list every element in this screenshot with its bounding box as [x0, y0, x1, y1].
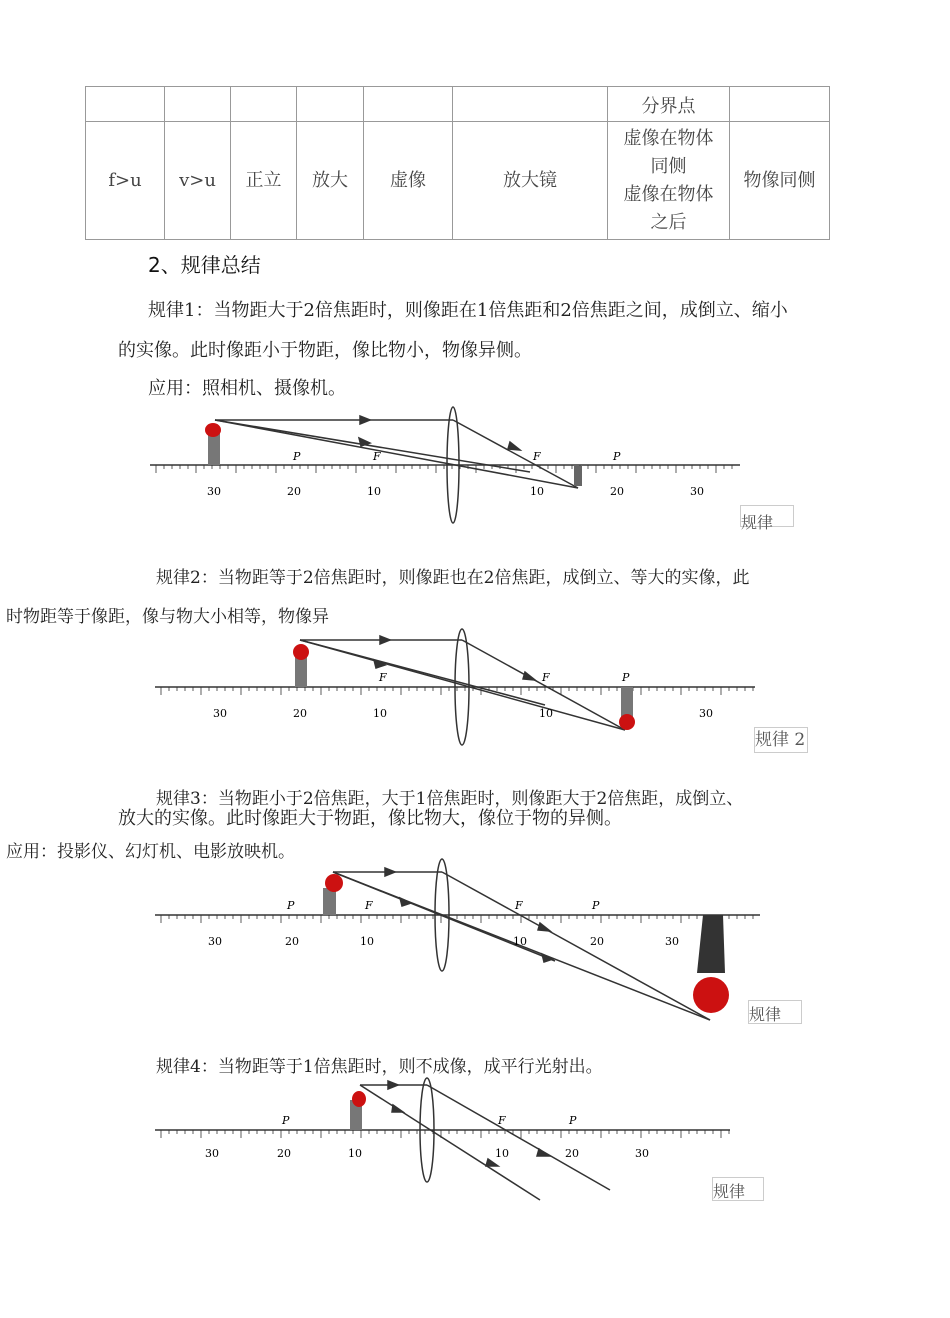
tick-label: 20 — [565, 1147, 579, 1160]
light-ray — [453, 420, 578, 488]
tick-label: 30 — [690, 485, 704, 498]
tick-label: 10 — [373, 707, 387, 720]
image-flame — [619, 714, 635, 730]
tick-label: 10 — [367, 485, 381, 498]
rule3-line1 — [156, 779, 744, 809]
tick-label: 10 — [539, 707, 553, 720]
rule2-line1 — [156, 558, 750, 588]
table-cell-object-distance: f>u — [86, 122, 165, 240]
rule2-line1-text: 规律2：当物距等于2倍焦距时，则像距也在2倍焦距，成倒立、等大的实像，此 — [156, 568, 750, 588]
rule-badge — [712, 1177, 764, 1201]
table-cell — [86, 87, 165, 122]
rule-badge — [754, 727, 808, 753]
note-line: 虚像在物体 — [623, 127, 714, 149]
table-row — [86, 87, 830, 122]
table-cell-boundary: 分界点 — [608, 87, 730, 122]
f-label: F — [373, 450, 381, 463]
tick-label: 30 — [665, 935, 679, 948]
object-flame — [325, 874, 343, 892]
table-cell — [453, 87, 608, 122]
badge-label: 规律 — [749, 1005, 782, 1024]
f-label: F — [542, 671, 550, 684]
lens-diagram-1 — [150, 400, 750, 530]
rule3-application — [6, 832, 295, 862]
f-label: F — [533, 450, 541, 463]
table-cell-application: 放大镜 — [453, 122, 608, 240]
tick-label: 30 — [699, 707, 713, 720]
tick-label: 10 — [530, 485, 544, 498]
table-cell — [231, 87, 297, 122]
tick-label: 30 — [635, 1147, 649, 1160]
badge-label: 规律 — [741, 513, 774, 532]
rule1-line2: 的实像。此时像距小于物距，像比物小，物像异侧。 — [118, 340, 532, 361]
f-label: F — [515, 899, 523, 912]
tick-label: 10 — [348, 1147, 362, 1160]
light-ray — [427, 1085, 610, 1190]
p-label: P — [622, 671, 630, 684]
object-flame — [352, 1091, 366, 1107]
note-line: 同侧 — [650, 155, 687, 177]
p-label: P — [569, 1114, 577, 1127]
table-cell-image-distance: v>u — [165, 122, 231, 240]
rule2-line2-text: 时物距等于像距，像与物大小相等，物像异 — [6, 607, 329, 627]
note-line: 之后 — [650, 211, 687, 233]
f-label: F — [379, 671, 387, 684]
tick-label: 30 — [208, 935, 222, 948]
tick-label: 20 — [610, 485, 624, 498]
object-flame — [205, 423, 221, 437]
section-title: 2、规律总结 — [148, 253, 261, 277]
image-flame — [693, 977, 729, 1013]
light-ray — [215, 420, 530, 472]
light-ray — [360, 1085, 540, 1200]
tick-label: 30 — [213, 707, 227, 720]
tick-label: 20 — [285, 935, 299, 948]
tick-label: 20 — [590, 935, 604, 948]
rule1-application: 应用：照相机、摄像机。 — [148, 378, 346, 399]
light-ray — [215, 420, 578, 488]
p-label: P — [613, 450, 621, 463]
lens-image-table — [85, 86, 830, 240]
table-cell — [165, 87, 231, 122]
tick-label: 10 — [360, 935, 374, 948]
rule2-line2 — [6, 597, 329, 627]
note-line: 虚像在物体 — [623, 183, 714, 205]
rule4-line1-text: 规律4：当物距等于1倍焦距时，则不成像，成平行光射出。 — [156, 1057, 603, 1077]
table-cell — [730, 87, 830, 122]
f-label: F — [365, 899, 373, 912]
p-label: P — [293, 450, 301, 463]
tick-label: 30 — [207, 485, 221, 498]
rule-badge — [740, 505, 794, 532]
table-cell-nature: 虚像 — [364, 122, 453, 240]
rule3-line1-text: 规律3：当物距小于2倍焦距，大于1倍焦距时，则像距大于2倍焦距，成倒立、 — [156, 789, 744, 809]
badge-label: 规律 — [713, 1182, 746, 1201]
table-cell-orientation: 正立 — [231, 122, 297, 240]
rule1-line1: 规律1：当物距大于2倍焦距时，则像距在1倍焦距和2倍焦距之间，成倒立、缩小 — [148, 300, 788, 321]
table-cell-position: 物像同侧 — [730, 122, 830, 240]
object-candle — [323, 888, 336, 915]
rule4-line1 — [156, 1047, 603, 1077]
tick-label: 30 — [205, 1147, 219, 1160]
f-label: F — [498, 1114, 506, 1127]
rule-badge — [748, 1000, 802, 1024]
lens-diagram-2 — [155, 625, 755, 750]
tick-label: 20 — [287, 485, 301, 498]
light-ray — [300, 640, 545, 705]
p-label: P — [287, 899, 295, 912]
object-flame — [293, 644, 309, 660]
p-label: P — [282, 1114, 290, 1127]
tick-label: 10 — [513, 935, 527, 948]
tick-label: 20 — [277, 1147, 291, 1160]
table-cell-size: 放大 — [297, 122, 364, 240]
tick-label: 20 — [293, 707, 307, 720]
tick-label: 10 — [495, 1147, 509, 1160]
p-label: P — [592, 899, 600, 912]
rule3-application-text: 应用：投影仪、幻灯机、电影放映机。 — [6, 842, 295, 862]
image-candle — [574, 466, 582, 486]
lens-diagram-4 — [155, 1075, 755, 1200]
table-cell — [364, 87, 453, 122]
lens-diagram-3 — [155, 855, 765, 1025]
rule3-line2: 放大的实像。此时像距大于物距，像比物大，像位于物的异侧。 — [118, 808, 622, 829]
table-cell-note — [608, 122, 730, 240]
image-candle — [697, 915, 725, 973]
table-cell — [297, 87, 364, 122]
badge-label: 规律 2 — [755, 730, 806, 750]
table-row — [86, 122, 830, 240]
